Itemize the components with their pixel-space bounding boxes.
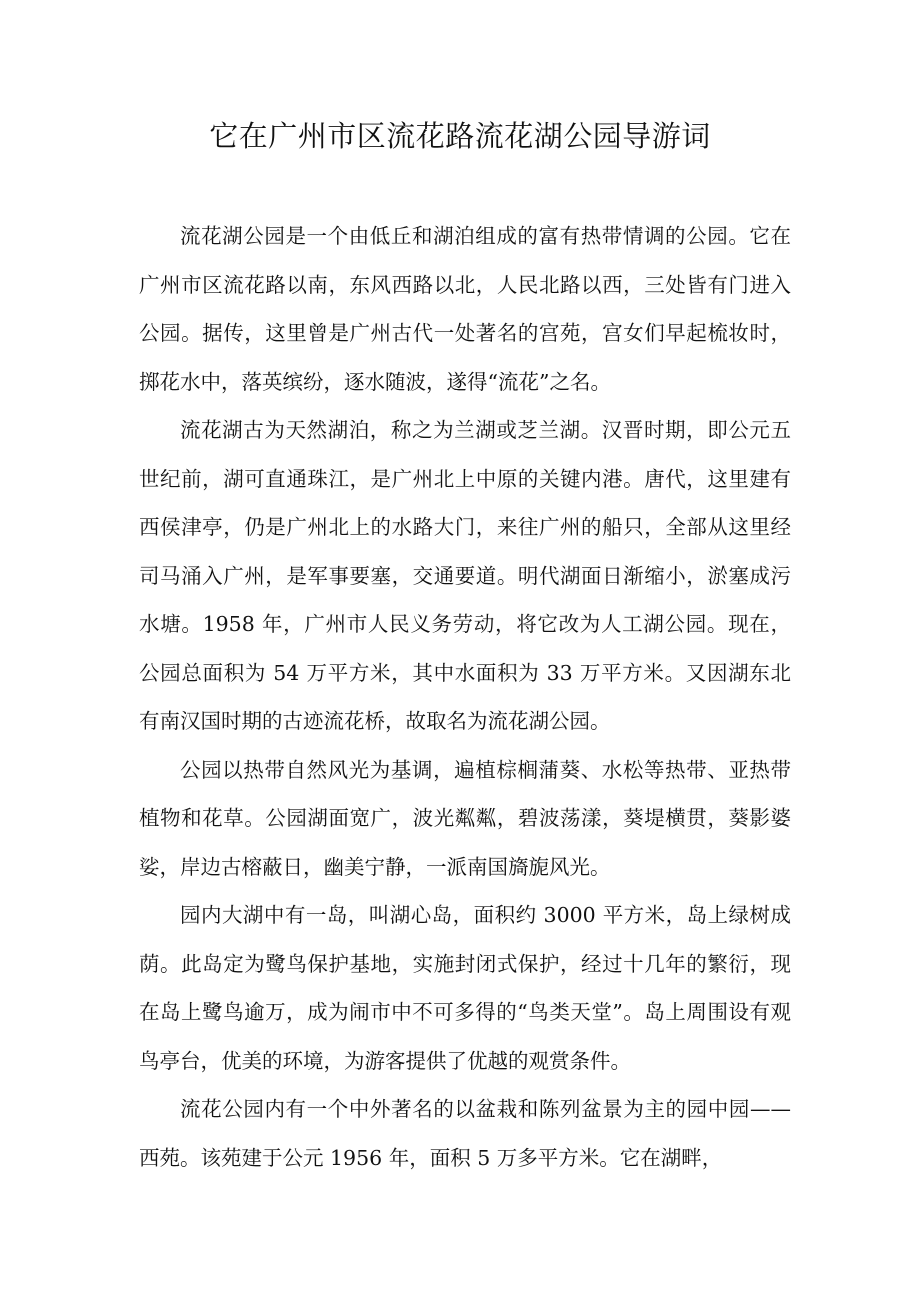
paragraph-2: 流花湖古为天然湖泊，称之为兰湖或芝兰湖。汉晋时期，即公元五世纪前，湖可直通珠江，是广州北上中原的关键内港。唐代，这里建有西侯津亭，仍是广州北上的水路大门，来往广州的船只，全部从这里经司马涌入广州，是军事要塞，交通要道。明代湖面日渐缩小，淤塞成污水塘。1958 年，广州市人民义务劳动，将它改为人工湖公园。现在，公园总面积为 54 万平方米，其中水面积为 33 万平方米。又因湖东北有南汉国时期的古迹流花桥，故取名为流花湖公园。 [139, 418, 791, 733]
document-title: 它在广州市区流花路流花湖公园导游词 [209, 119, 711, 153]
paragraph-5: 流花公园内有一个中外著名的以盆栽和陈列盆景为主的园中园——西苑。该苑建于公元 1956 年，面积 5 万多平方米。它在湖畔， [139, 1097, 791, 1170]
paragraph-3: 公园以热带自然风光为基调，遍植棕榈蒲葵、水松等热带、亚热带植物和花草。公园湖面宽广，波光粼粼，碧波荡漾，葵堤横贯，葵影婆娑，岸边古榕蔽日，幽美宁静，一派南国旖旎风光。 [139, 757, 791, 879]
paragraph-1: 流花湖公园是一个由低丘和湖泊组成的富有热带情调的公园。它在广州市区流花路以南，东风西路以北，人民北路以西，三处皆有门进入公园。据传，这里曾是广州古代一处著名的宫苑，宫女们早起梳妆时，掷花水中，落英缤纷，逐水随波，遂得“流花”之名。 [139, 224, 791, 394]
paragraph-4: 园内大湖中有一岛，叫湖心岛，面积约 3000 平方米，岛上绿树成荫。此岛定为鹭鸟保护基地，实施封闭式保护，经过十几年的繁衍，现在岛上鹭鸟逾万，成为闹市中不可多得的“鸟类天堂”。岛上周围设有观鸟亭台，优美的环境，为游客提供了优越的观赏条件。 [139, 903, 791, 1073]
document-body [139, 212, 791, 1182]
